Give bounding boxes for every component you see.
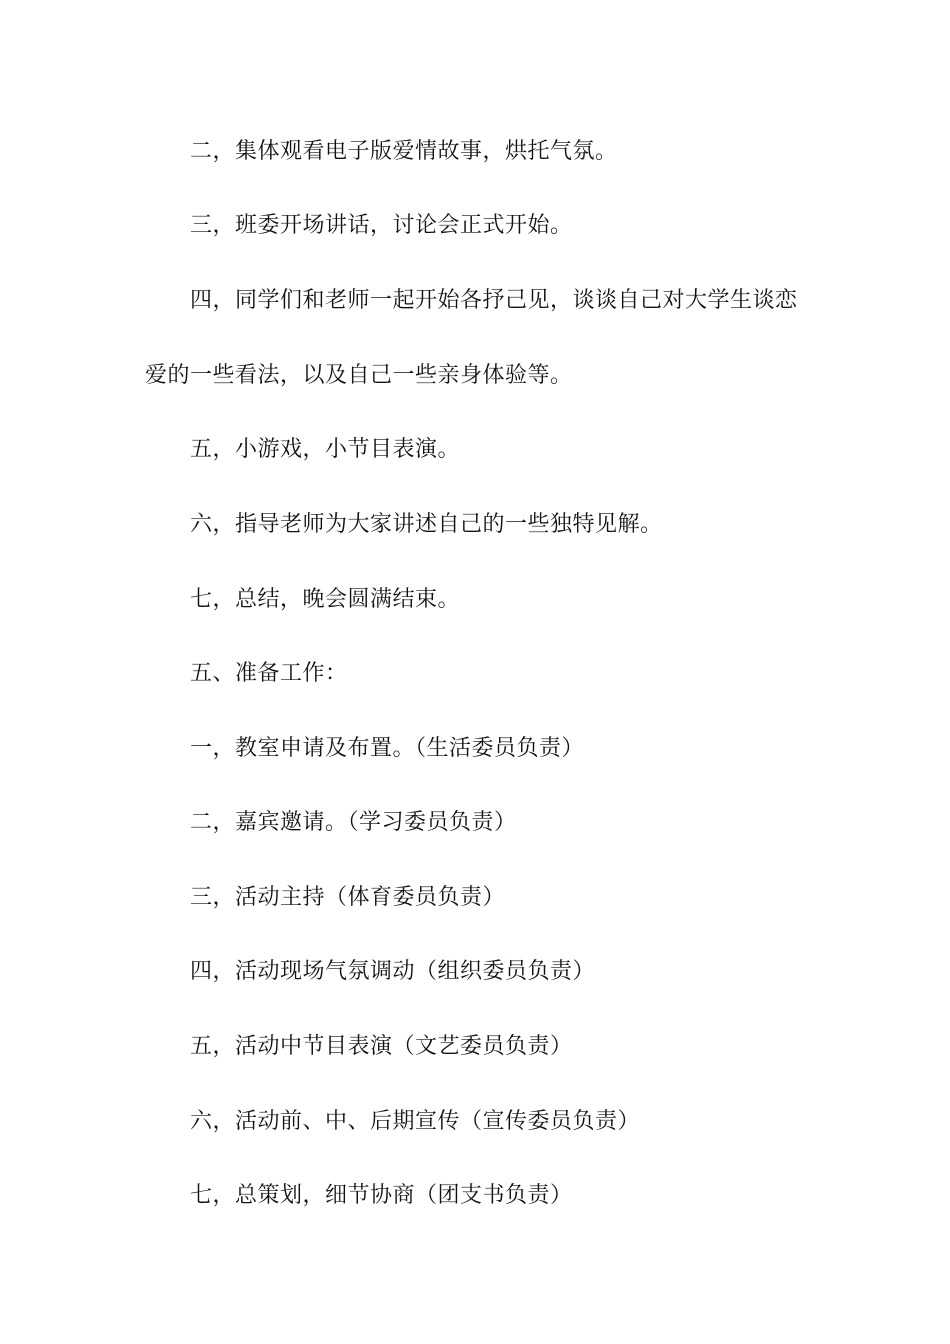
paragraph-line: 三，班委开场讲话，讨论会正式开始。 — [190, 213, 573, 238]
paragraph-line: 六，指导老师为大家讲述自己的一些独特见解。 — [190, 512, 663, 537]
paragraph-line: 二，嘉宾邀请。（学习委员负责） — [190, 810, 517, 835]
paragraph-line: 七，总结，晚会圆满结束。 — [190, 587, 461, 612]
paragraph-line: 七，总策划，细节协商（团支书负责） — [190, 1183, 573, 1208]
paragraph-line: 六，活动前、中、后期宣传（宣传委员负责） — [190, 1109, 641, 1134]
paragraph-line: 一，教室申请及布置。（生活委员负责） — [190, 736, 585, 761]
paragraph-line: 四，同学们和老师一起开始各抒己见，谈谈自己对大学生谈恋 — [190, 288, 798, 313]
section-heading: 五、准备工作： — [190, 661, 348, 686]
paragraph-line: 四，活动现场气氛调动（组织委员负责） — [190, 959, 596, 984]
paragraph-line: 二，集体观看电子版爱情故事，烘托气氛。 — [190, 139, 618, 164]
paragraph-line: 三，活动主持（体育委员负责） — [190, 885, 506, 910]
paragraph-line: 五，小游戏，小节目表演。 — [190, 437, 461, 462]
paragraph-line: 爱的一些看法，以及自己一些亲身体验等。 — [145, 363, 573, 388]
paragraph-line: 五，活动中节目表演（文艺委员负责） — [190, 1034, 573, 1059]
